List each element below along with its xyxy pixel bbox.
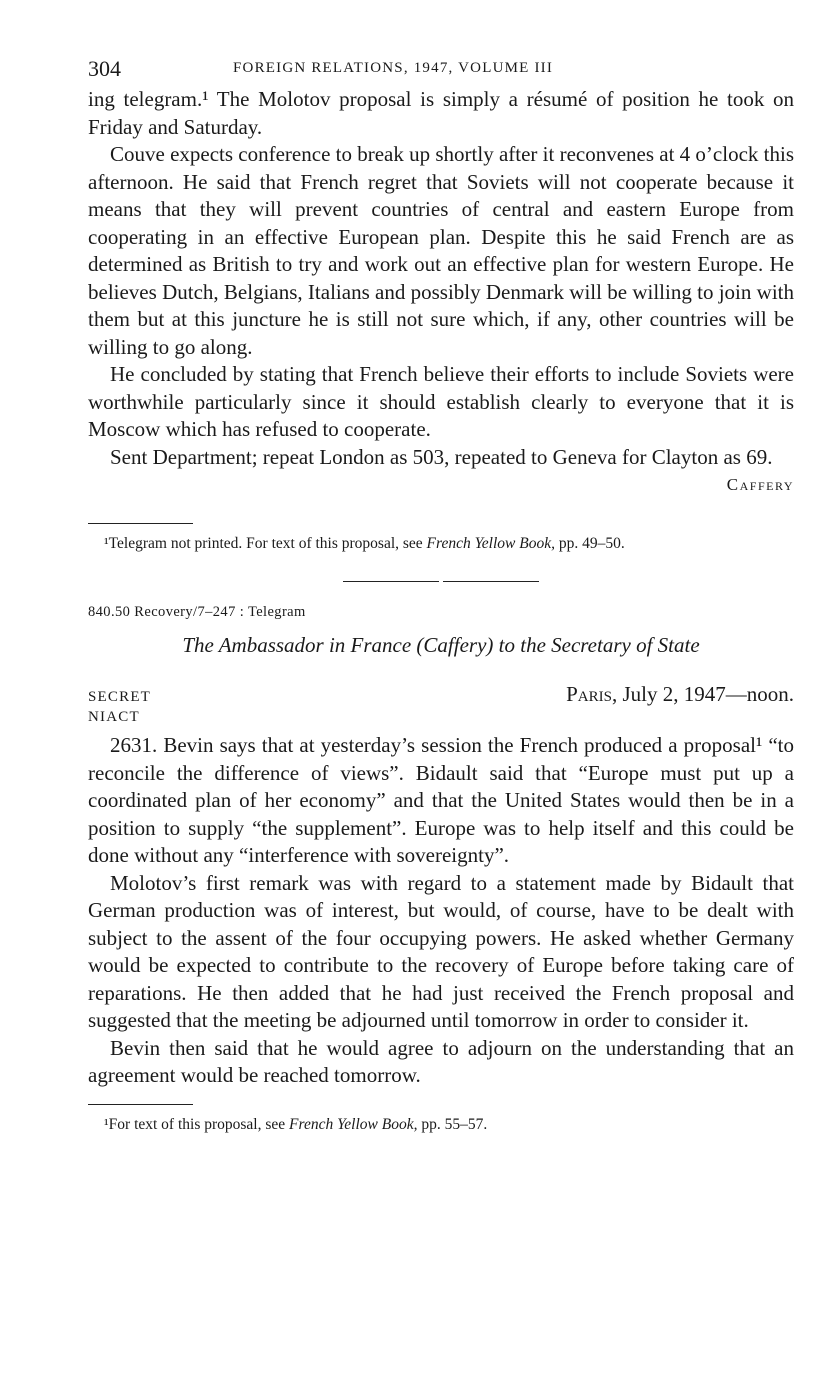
paragraph: Bevin then said that he would agree to adjourn on the understanding that an agreement would be reached tomorrow.	[88, 1035, 794, 1087]
footnote-text: For text of this proposal, see	[108, 1115, 290, 1133]
classification: SECRET	[88, 689, 152, 705]
paragraph: Molotov’s first remark was with regard to a statement made by Bidault that German production was of interest, but would, of course, have to be dealt with subject to the assent of the four occupying powers. He asked whether Germany would be expected to contribute to the recovery of Europe before taking care of reparations. He then added that he had just received the French proposal and suggested that the meeting be adjourned until tomorrow in order to consider it.	[88, 870, 794, 1032]
footnote-marker: ¹	[104, 535, 109, 552]
signature: Caffery	[726, 475, 794, 494]
footnote-marker: ¹	[104, 1115, 109, 1133]
footnote-text: Telegram not printed. For text of this proposal, see	[108, 535, 427, 552]
paragraph: ing telegram.¹ The Molotov proposal is simply a résumé of position he took on Friday and Saturday.	[88, 87, 794, 139]
page-number: 304	[88, 56, 121, 81]
footnote-source: French Yellow Book,	[289, 1115, 418, 1133]
running-head: FOREIGN RELATIONS, 1947, VOLUME III	[233, 60, 554, 76]
document-page	[88, 52, 794, 1134]
document-title: The Ambassador in France (Caffery) to the Secretary of State	[182, 633, 700, 657]
footnote-rule	[88, 1104, 193, 1105]
paragraph: 2631. Bevin says that at yesterday’s session the French produced a proposal¹ “to reconcile the difference of views”. Bidault said that “Europe must put up a coordinated plan of her economy” and that the United States would then be in a position to supply “the supplement”. Europe was to help itself and this could be done without any “interference with sovereignty”.	[88, 733, 794, 867]
footnote	[88, 1115, 794, 1134]
footnote	[88, 534, 794, 553]
section-separator	[88, 581, 794, 582]
page-header	[88, 52, 794, 86]
place-date	[566, 682, 794, 707]
date: July 2, 1947—noon.	[617, 682, 794, 706]
paragraph: Sent Department; repeat London as 503, repeated to Geneva for Clayton as 69.	[110, 444, 773, 469]
place: Paris,	[566, 682, 618, 706]
paragraph: Couve expects conference to break up shortly after it reconvenes at 4 o’clock this afternoon. He said that French regret that Soviets will not cooperate because it means that they will prevent countries of central and eastern Europe from cooperating in an effective European plan. Despite this he said French are as determined as British to try and work out an effective plan for western Europe. He believes Dutch, Belgians, Italians and possibly Denmark will be willing to join with them but at this juncture he is still not sure which, if any, other countries will be willing to go along.	[88, 142, 794, 359]
paragraph: He concluded by stating that French believe their efforts to include Soviets were worthwhile particularly since it should establish clearly to everyone that it is Moscow which has refused to cooperate.	[88, 362, 794, 441]
footnote-pages: pp. 55–57.	[417, 1115, 488, 1133]
dateline	[88, 682, 794, 707]
footnote-pages: pp. 49–50.	[554, 535, 625, 552]
file-reference: 840.50 Recovery/7–247 : Telegram	[88, 604, 306, 620]
distribution: NIACT	[88, 709, 140, 725]
footnote-rule	[88, 523, 193, 524]
footnote-source: French Yellow Book,	[426, 535, 555, 552]
